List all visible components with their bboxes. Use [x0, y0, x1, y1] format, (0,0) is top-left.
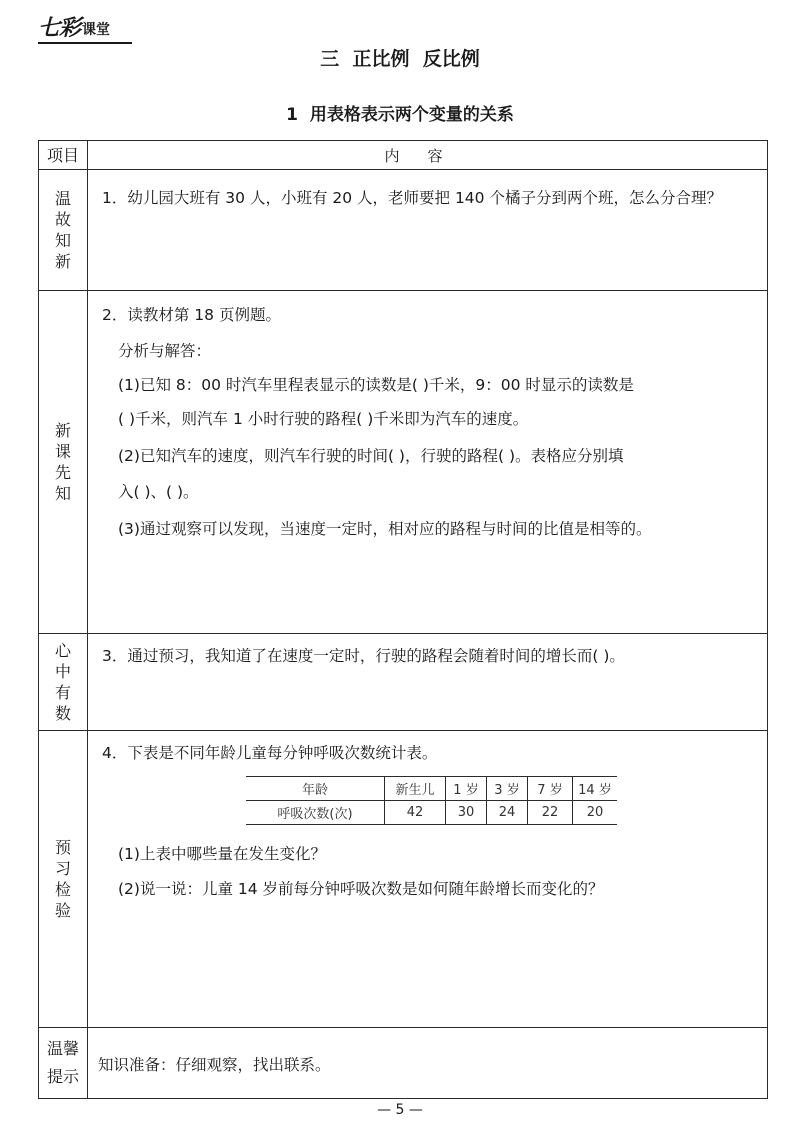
column-content-header: 内容	[88, 141, 768, 170]
sub-question-3: (3)通过观察可以发现，当速度一定时，相对应的路程与时间的比值是相等的。	[118, 520, 652, 538]
logo-script: 七彩	[38, 15, 81, 41]
section-wengu	[39, 170, 768, 291]
worksheet-table	[38, 140, 768, 1099]
tip-text: 知识准备：仔细观察，找出联系。	[98, 1056, 331, 1074]
lesson-title: 1 用表格表示两个变量的关系	[286, 105, 514, 125]
unit-title: 三 正比例 反比例	[320, 48, 480, 70]
section-xinzhong	[39, 634, 768, 731]
label-text: 预习检验	[54, 838, 71, 920]
logo-word: 课堂	[82, 22, 111, 38]
sub-question-4-1: (1)上表中哪些量在发生变化？	[118, 845, 326, 863]
section-content-tip	[88, 1028, 768, 1099]
age-header: 年龄	[246, 777, 385, 801]
sub-question-1-line-1: (1)已知 8：00 时汽车里程表显示的读数是( )千米，9：00 时显示的读数是	[118, 376, 634, 394]
section-yuxi	[39, 731, 768, 1028]
breathing-rate-table	[246, 776, 617, 825]
rate-cell: 42	[385, 801, 446, 825]
rate-header: 呼吸次数(次)	[246, 801, 385, 825]
analysis-label: 分析与解答：	[118, 342, 212, 360]
label-text: 新课先知	[54, 421, 71, 503]
page-number: — 5 —	[377, 1102, 423, 1118]
header-row	[39, 141, 768, 170]
section-xinke	[39, 291, 768, 634]
label-text: 温故知新	[54, 189, 71, 271]
question-1: 1．幼儿园大班有 30 人，小班有 20 人，老师要把 140 个橘子分到两个班，怎么分合理？	[102, 189, 722, 207]
question-2: 2．读教材第 18 页例题。	[102, 306, 281, 324]
age-cell: 14 岁	[573, 777, 618, 801]
section-content-xinke	[88, 291, 768, 634]
section-label-wengu	[39, 170, 88, 291]
question-3: 3．通过预习，我知道了在速度一定时，行驶的路程会随着时间的增长而( )。	[102, 647, 625, 665]
section-label-yuxi	[39, 731, 88, 1028]
age-cell: 1 岁	[446, 777, 487, 801]
section-label-tip	[39, 1028, 88, 1099]
sub-question-2-line-2: 入( )、( )。	[118, 483, 199, 501]
label-text: 温馨提示	[46, 1039, 79, 1086]
section-content-xinzhong	[88, 634, 768, 731]
sub-question-2-line-1: (2)已知汽车的速度，则汽车行驶的时间( )，行驶的路程( )。表格应分别填	[118, 447, 624, 465]
section-content-yuxi	[88, 731, 768, 1028]
section-label-xinke	[39, 291, 88, 634]
section-tip	[39, 1028, 768, 1099]
section-content-wengu	[88, 170, 768, 291]
section-label-xinzhong	[39, 634, 88, 731]
age-cell: 新生儿	[385, 777, 446, 801]
age-row	[246, 777, 617, 801]
brand-logo	[38, 12, 110, 42]
sub-question-4-2: (2)说一说：儿童 14 岁前每分钟呼吸次数是如何随年龄增长而变化的？	[118, 880, 604, 898]
rate-cell: 30	[446, 801, 487, 825]
rate-cell: 22	[528, 801, 573, 825]
label-text: 心中有数	[54, 641, 71, 723]
column-item-header	[39, 141, 88, 170]
question-4: 4．下表是不同年龄儿童每分钟呼吸次数统计表。	[102, 744, 438, 762]
rate-cell: 24	[487, 801, 528, 825]
column-item-label: 项目	[46, 145, 79, 165]
sub-question-1-line-2: ( )千米，则汽车 1 小时行驶的路程( )千米即为汽车的速度。	[118, 410, 529, 428]
age-cell: 3 岁	[487, 777, 528, 801]
age-cell: 7 岁	[528, 777, 573, 801]
rate-row	[246, 801, 617, 825]
rate-cell: 20	[573, 801, 618, 825]
